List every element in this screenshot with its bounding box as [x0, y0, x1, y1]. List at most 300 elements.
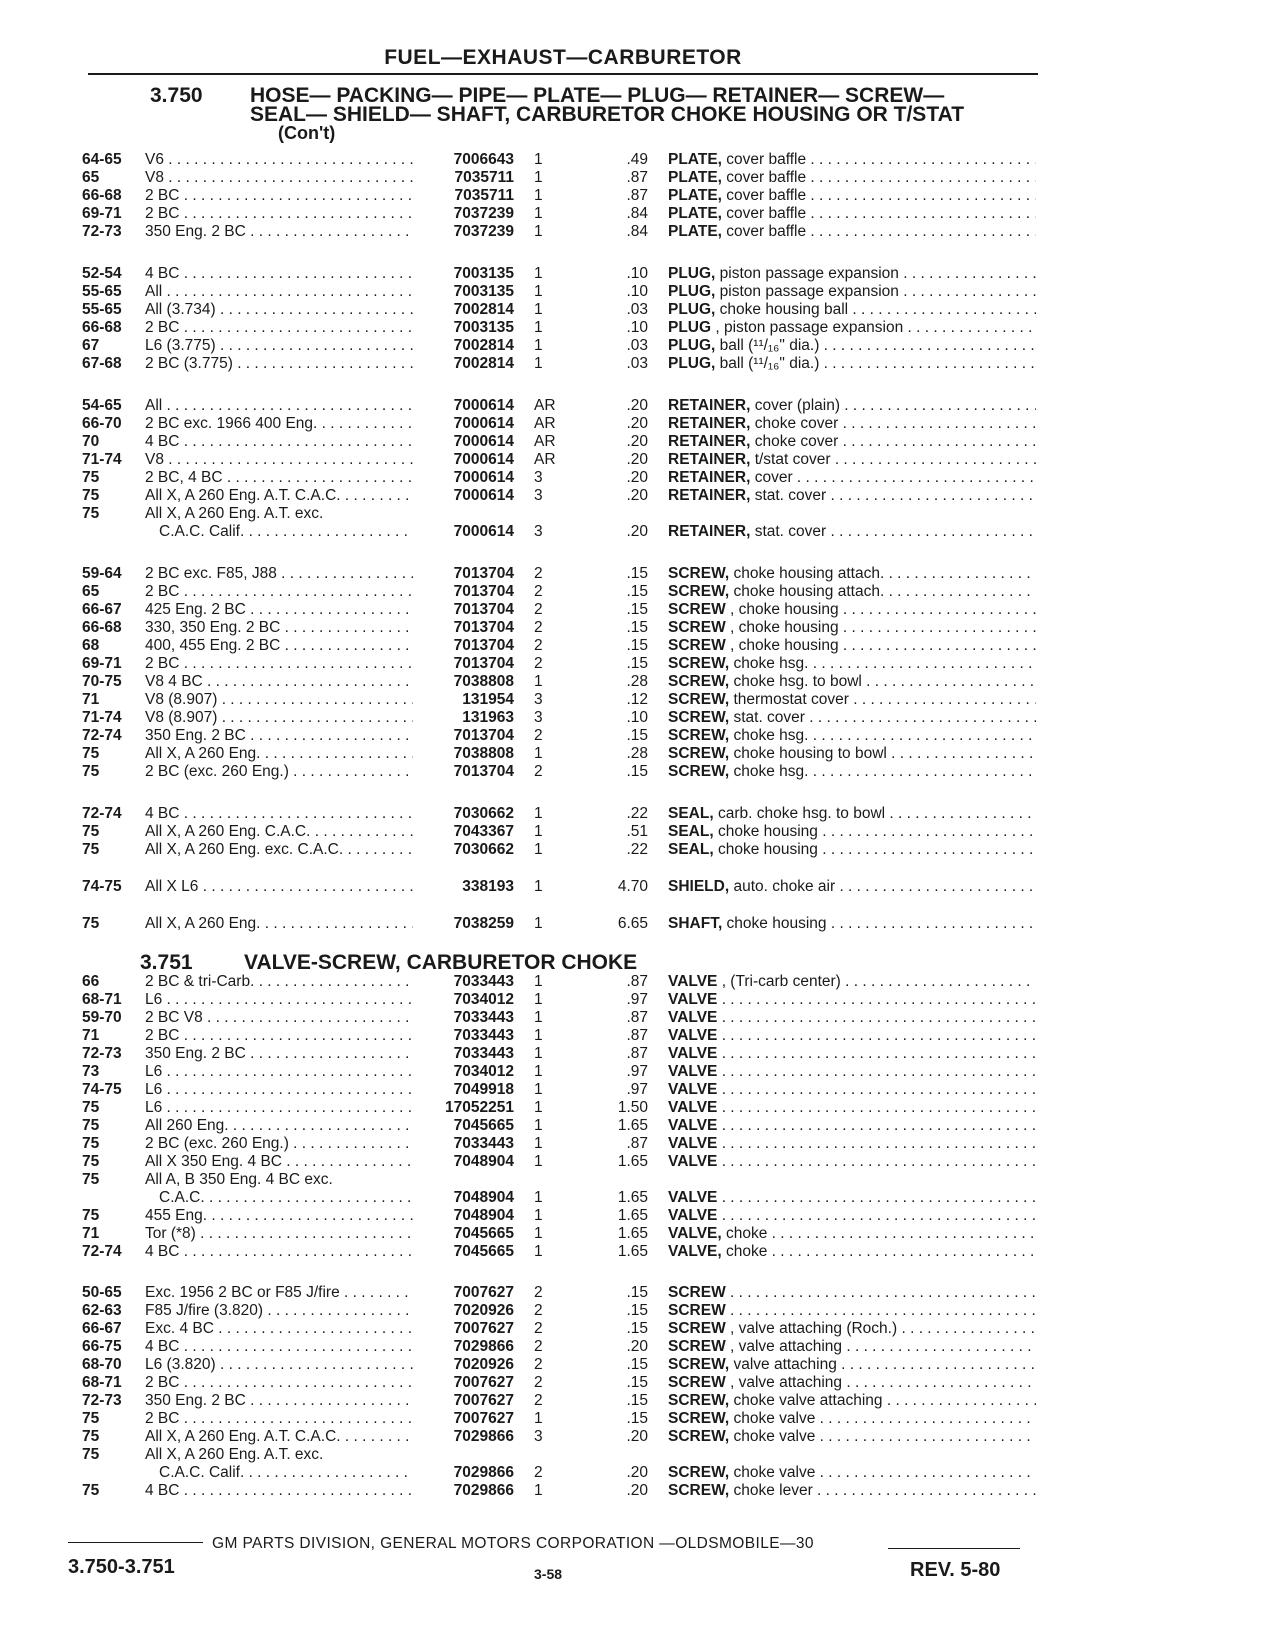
model-years: 70: [82, 433, 100, 450]
model-years: 66-68: [82, 187, 122, 204]
part-name: VALVE: [668, 1099, 718, 1116]
quantity: 1: [534, 823, 543, 840]
model-years: 75: [82, 745, 100, 762]
part-name: PLUG,: [668, 301, 716, 318]
part-number: 7003135: [453, 319, 514, 336]
application: All X, A 260 Eng. A.T. C.A.C. . . .: [145, 486, 413, 505]
part-number: 7000614: [453, 415, 514, 432]
part-number: 7033443: [453, 1045, 514, 1062]
application: L6 (3.775) . . .: [145, 336, 413, 355]
model-years: 75: [82, 1482, 100, 1499]
part-detail: choke housing attach.: [729, 583, 885, 600]
part-detail: cover baffle: [721, 187, 807, 204]
model-years: 62-63: [82, 1302, 122, 1319]
part-detail: choke: [721, 1225, 768, 1242]
part-name: VALVE: [668, 1153, 718, 1170]
price: .15: [626, 637, 648, 654]
price: .20: [626, 415, 648, 432]
part-name: SCREW,: [668, 1482, 730, 1499]
part-description: [668, 264, 1036, 283]
part-number: 7013704: [453, 637, 514, 654]
application: L6 . . .: [145, 1098, 413, 1117]
part-number: 7000614: [453, 523, 514, 540]
application: Exc. 4 BC . . .: [145, 1319, 413, 1338]
part-number: 7000614: [453, 487, 514, 504]
model-years: 75: [82, 1410, 100, 1427]
table-row: [0, 762, 1280, 781]
model-years: 75: [82, 1117, 100, 1134]
application: 2 BC . . .: [145, 582, 413, 601]
part-name: VALVE: [668, 1009, 718, 1026]
part-number: 7033443: [453, 1009, 514, 1026]
application: All X, A 260 Eng. A.T. exc.: [145, 1446, 324, 1463]
model-years: 66-70: [82, 415, 122, 432]
part-number: 7030662: [453, 805, 514, 822]
model-years: 69-71: [82, 205, 122, 222]
quantity: 2: [534, 1464, 543, 1481]
table-row: [0, 468, 1280, 487]
part-name: RETAINER,: [668, 487, 751, 504]
part-name: VALVE: [668, 1063, 718, 1080]
table-row: [0, 1481, 1280, 1500]
model-years: 72-74: [82, 1243, 122, 1260]
part-detail: , choke housing: [725, 619, 839, 636]
part-description: [668, 1044, 1036, 1063]
part-number: 7007627: [453, 1410, 514, 1427]
part-detail: ball (¹¹/₁₆" dia.): [715, 355, 820, 372]
part-name: SCREW: [668, 601, 726, 618]
footer-section-range: 3.750-3.751: [68, 1556, 175, 1578]
part-name: PLUG,: [668, 283, 716, 300]
part-description: [668, 564, 1036, 583]
price: .22: [626, 805, 648, 822]
part-description: [668, 618, 1036, 637]
table-row: [0, 168, 1280, 187]
application: 2 BC V8 . . .: [145, 1008, 413, 1027]
footer-revision: REV. 5-80: [910, 1559, 1001, 1581]
part-name: SCREW,: [668, 1356, 730, 1373]
application: 4 BC . . .: [145, 1481, 413, 1500]
part-description: [668, 1319, 1036, 1338]
part-number: 17052251: [445, 1099, 514, 1116]
part-description: [668, 672, 1036, 691]
price: .10: [626, 265, 648, 282]
part-detail: valve attaching: [729, 1356, 837, 1373]
price: .87: [626, 1009, 648, 1026]
price: .20: [626, 487, 648, 504]
table-row: [0, 914, 1280, 933]
model-years: 74-75: [82, 878, 122, 895]
part-detail: , valve attaching (Roch.): [725, 1320, 898, 1337]
table-row: [0, 396, 1280, 415]
table-row: [0, 618, 1280, 637]
part-description: [668, 804, 1036, 823]
part-number: 7002814: [453, 337, 514, 354]
part-description: [668, 1355, 1036, 1374]
part-name: SCREW,: [668, 727, 730, 744]
table-row: [0, 318, 1280, 337]
price: .10: [626, 283, 648, 300]
application: 425 Eng. 2 BC . . .: [145, 600, 413, 619]
model-years: 66-68: [82, 619, 122, 636]
model-years: 71-74: [82, 709, 122, 726]
table-row: [0, 1242, 1280, 1261]
quantity: 1: [534, 1225, 543, 1242]
quantity: 1: [534, 1099, 543, 1116]
part-name: VALVE: [668, 1189, 718, 1206]
model-years: 68-71: [82, 991, 122, 1008]
price: .03: [626, 301, 648, 318]
part-detail: cover: [750, 469, 793, 486]
table-row: [0, 264, 1280, 283]
part-name: SCREW,: [668, 1428, 730, 1445]
model-years: 65: [82, 169, 100, 186]
part-number: 7013704: [453, 655, 514, 672]
part-number: 7033443: [453, 1027, 514, 1044]
model-years: 68-71: [82, 1374, 122, 1391]
part-name: PLUG,: [668, 265, 716, 282]
part-number: 7038259: [453, 915, 514, 932]
quantity: 2: [534, 1302, 543, 1319]
quantity: 2: [534, 637, 543, 654]
application: 2 BC exc. F85, J88 . . .: [145, 564, 413, 583]
model-years: 75: [82, 1153, 100, 1170]
table-row: [0, 1427, 1280, 1446]
quantity: 1: [534, 205, 543, 222]
price: .15: [626, 655, 648, 672]
part-name: VALVE: [668, 1027, 718, 1044]
part-description: [668, 877, 1036, 896]
price: .15: [626, 601, 648, 618]
part-name: RETAINER,: [668, 451, 751, 468]
table-row: [0, 1355, 1280, 1374]
price: .87: [626, 169, 648, 186]
application: 2 BC . . .: [145, 1409, 413, 1428]
part-description: [668, 1481, 1036, 1500]
model-years: 72-74: [82, 727, 122, 744]
price: .87: [626, 187, 648, 204]
quantity: 3: [534, 469, 543, 486]
part-number: 7007627: [453, 1284, 514, 1301]
table-row: [0, 877, 1280, 896]
application: 350 Eng. 2 BC . . .: [145, 726, 413, 745]
application: 2 BC (exc. 260 Eng.) . . .: [145, 1134, 413, 1153]
model-years: 67-68: [82, 355, 122, 372]
table-row: [0, 636, 1280, 655]
application: All X, A 260 Eng. . . .: [145, 744, 413, 763]
price: .10: [626, 709, 648, 726]
price: .22: [626, 841, 648, 858]
part-number: 131963: [462, 709, 514, 726]
part-detail: ball (¹¹/₁₆" dia.): [715, 337, 820, 354]
quantity: 1: [534, 1243, 543, 1260]
part-detail: choke housing: [722, 915, 827, 932]
application: All . . .: [145, 282, 413, 301]
part-number: 7035711: [454, 169, 514, 186]
quantity: 1: [534, 1009, 543, 1026]
part-description: [668, 522, 1036, 541]
table-row: [0, 222, 1280, 241]
table-row: [0, 1463, 1280, 1482]
table-row: [0, 204, 1280, 223]
application: 4 BC . . .: [145, 264, 413, 283]
part-description: [668, 1206, 1036, 1225]
table-row: [0, 1008, 1280, 1027]
quantity: 2: [534, 1284, 543, 1301]
part-detail: choke hsg. to bowl: [729, 673, 862, 690]
price: .20: [626, 523, 648, 540]
part-detail: piston passage expansion: [715, 283, 899, 300]
part-detail: choke valve: [729, 1428, 816, 1445]
application: 2 BC . . .: [145, 654, 413, 673]
application: V8 (8.907) . . .: [145, 690, 413, 709]
quantity: 2: [534, 727, 543, 744]
quantity: 2: [534, 565, 543, 582]
table-row: [0, 1319, 1280, 1338]
model-years: 72-73: [82, 1392, 122, 1409]
part-number: 131954: [462, 691, 514, 708]
table-row: [0, 450, 1280, 469]
part-detail: carb. choke hsg. to bowl: [713, 805, 886, 822]
price: .10: [626, 319, 648, 336]
quantity: 1: [534, 1153, 543, 1170]
part-number: 7000614: [453, 451, 514, 468]
part-name: SCREW,: [668, 655, 730, 672]
part-detail: cover (plain): [750, 397, 840, 414]
part-description: [668, 582, 1036, 601]
part-detail: stat. cover: [750, 487, 827, 504]
part-number: 7013704: [453, 583, 514, 600]
part-detail: choke cover: [750, 415, 839, 432]
part-description: [668, 1134, 1036, 1153]
price: .15: [626, 727, 648, 744]
part-number: 7003135: [453, 283, 514, 300]
price: .87: [626, 1045, 648, 1062]
price: 1.65: [617, 1225, 648, 1242]
part-number: 7013704: [453, 619, 514, 636]
quantity: AR: [534, 433, 556, 450]
model-years: 75: [82, 1099, 100, 1116]
application: C.A.C. Calif. . . .: [145, 522, 413, 541]
application: 4 BC . . .: [145, 804, 413, 823]
table-row: [0, 1391, 1280, 1410]
part-name: SCREW,: [668, 691, 730, 708]
model-years: 59-70: [82, 1009, 122, 1026]
table-row: [0, 282, 1280, 301]
table-row: [0, 1152, 1280, 1171]
part-number: 7029866: [453, 1464, 514, 1481]
table-row: [0, 432, 1280, 451]
model-years: 75: [82, 1207, 100, 1224]
application: 2 BC . . .: [145, 1026, 413, 1045]
quantity: 1: [534, 1207, 543, 1224]
price: 1.65: [617, 1207, 648, 1224]
table-row: [0, 1188, 1280, 1207]
application: 4 BC . . .: [145, 1337, 413, 1356]
part-detail: choke housing ball: [715, 301, 849, 318]
quantity: 2: [534, 1392, 543, 1409]
part-detail: choke valve: [729, 1464, 816, 1481]
part-name: RETAINER,: [668, 415, 751, 432]
part-detail: , piston passage expansion: [711, 319, 904, 336]
part-name: VALVE: [668, 1135, 718, 1152]
part-number: 7034012: [453, 1063, 514, 1080]
model-years: 66: [82, 973, 100, 990]
part-description: [668, 1026, 1036, 1045]
price: .20: [626, 1338, 648, 1355]
part-detail: piston passage expansion: [715, 265, 899, 282]
part-description: [668, 300, 1036, 319]
part-description: [668, 1283, 1036, 1302]
price: .03: [626, 355, 648, 372]
part-detail: choke hsg.: [729, 655, 809, 672]
application: 455 Eng. . . .: [145, 1206, 413, 1225]
part-description: [668, 1062, 1036, 1081]
model-years: 75: [82, 841, 100, 858]
part-number: 7007627: [453, 1392, 514, 1409]
price: .15: [626, 1356, 648, 1373]
part-description: [668, 450, 1036, 469]
part-detail: stat. cover: [750, 523, 827, 540]
application: All X, A 260 Eng. C.A.C. . . .: [145, 822, 413, 841]
part-number: 7020926: [453, 1356, 514, 1373]
quantity: 3: [534, 523, 543, 540]
quantity: AR: [534, 451, 556, 468]
part-description: [668, 1008, 1036, 1027]
model-years: 75: [82, 469, 100, 486]
part-detail: cover baffle: [721, 151, 807, 168]
quantity: 2: [534, 655, 543, 672]
part-description: [668, 1409, 1036, 1428]
quantity: 2: [534, 601, 543, 618]
application: F85 J/fire (3.820) . . .: [145, 1301, 413, 1320]
application: 2 BC . . .: [145, 186, 413, 205]
table-row: [0, 414, 1280, 433]
table-row: [0, 150, 1280, 169]
quantity: 1: [534, 1045, 543, 1062]
part-description: [668, 822, 1036, 841]
quantity: 1: [534, 301, 543, 318]
part-name: SEAL,: [668, 823, 714, 840]
price: .84: [626, 205, 648, 222]
part-description: [668, 336, 1036, 355]
part-number: 7000614: [453, 397, 514, 414]
quantity: 1: [534, 841, 543, 858]
price: .20: [626, 451, 648, 468]
part-number: 7013704: [453, 727, 514, 744]
application: V8 . . .: [145, 168, 413, 187]
part-number: 7002814: [453, 355, 514, 372]
part-detail: , valve attaching: [725, 1374, 843, 1391]
part-name: SCREW: [668, 1374, 726, 1391]
quantity: 2: [534, 1374, 543, 1391]
quantity: 1: [534, 187, 543, 204]
part-description: [668, 690, 1036, 709]
part-name: SCREW,: [668, 763, 730, 780]
part-number: 7029866: [453, 1428, 514, 1445]
part-description: [668, 222, 1036, 241]
part-number: 7030662: [453, 841, 514, 858]
part-name: SCREW,: [668, 565, 730, 582]
table-row: [0, 354, 1280, 373]
footer-rule: [68, 1542, 203, 1543]
quantity: 1: [534, 169, 543, 186]
quantity: 1: [534, 1189, 543, 1206]
table-row: [0, 582, 1280, 601]
part-name: PLUG,: [668, 355, 716, 372]
part-name: SHIELD,: [668, 878, 730, 895]
part-number: 7037239: [453, 223, 514, 240]
part-description: [668, 414, 1036, 433]
header-rule: [88, 73, 1038, 75]
quantity: 3: [534, 709, 543, 726]
footer-page-number: 3-58: [534, 1566, 563, 1582]
price: .87: [626, 1135, 648, 1152]
part-number: 7035711: [454, 187, 514, 204]
application: 2 BC (3.775) . . .: [145, 354, 413, 373]
part-number: 7038808: [453, 745, 514, 762]
footer-corporation: GM PARTS DIVISION, GENERAL MOTORS CORPORATION —OLDSMOBILE—30: [212, 1535, 814, 1552]
part-detail: , choke housing: [725, 601, 839, 618]
table-row: [0, 1301, 1280, 1320]
table-row: [0, 1337, 1280, 1356]
application: L6 . . .: [145, 990, 413, 1009]
price: .15: [626, 565, 648, 582]
model-years: 75: [82, 1428, 100, 1445]
price: .87: [626, 973, 648, 990]
table-row: [0, 600, 1280, 619]
quantity: 1: [534, 151, 543, 168]
application: Tor (*8) . . .: [145, 1224, 413, 1243]
part-name: PLATE,: [668, 223, 722, 240]
table-row: [0, 186, 1280, 205]
table-row: [0, 1283, 1280, 1302]
part-description: [668, 168, 1036, 187]
part-detail: choke housing attach.: [729, 565, 885, 582]
part-name: PLUG: [668, 319, 712, 336]
section-title-line1: HOSE— PACKING— PIPE— PLATE— PLUG— RETAINER— SCREW—: [250, 84, 945, 107]
model-years: 55-65: [82, 301, 122, 318]
part-description: [668, 396, 1036, 415]
table-row: [0, 1098, 1280, 1117]
part-description: [668, 1152, 1036, 1171]
quantity: 1: [534, 973, 543, 990]
part-name: VALVE: [668, 991, 718, 1008]
price: .15: [626, 1284, 648, 1301]
price: .28: [626, 673, 648, 690]
application: All X 350 Eng. 4 BC . . .: [145, 1152, 413, 1171]
price: 1.50: [617, 1099, 648, 1116]
table-row: [0, 522, 1280, 541]
part-number: 7029866: [453, 1482, 514, 1499]
part-name: VALVE: [668, 1045, 718, 1062]
price: .20: [626, 397, 648, 414]
table-row: [0, 1026, 1280, 1045]
part-description: [668, 1427, 1036, 1446]
table-row: [0, 840, 1280, 859]
table-row: [0, 1206, 1280, 1225]
table-row: [0, 1373, 1280, 1392]
part-name: PLUG,: [668, 337, 716, 354]
part-description: [668, 1080, 1036, 1099]
table-row: [0, 1044, 1280, 1063]
part-number: 7013704: [453, 601, 514, 618]
part-detail: t/stat cover: [750, 451, 831, 468]
table-row: [0, 300, 1280, 319]
table-row: [0, 1170, 1280, 1189]
part-number: 7006643: [453, 151, 514, 168]
application: C.A.C. Calif. . . .: [145, 1463, 413, 1482]
